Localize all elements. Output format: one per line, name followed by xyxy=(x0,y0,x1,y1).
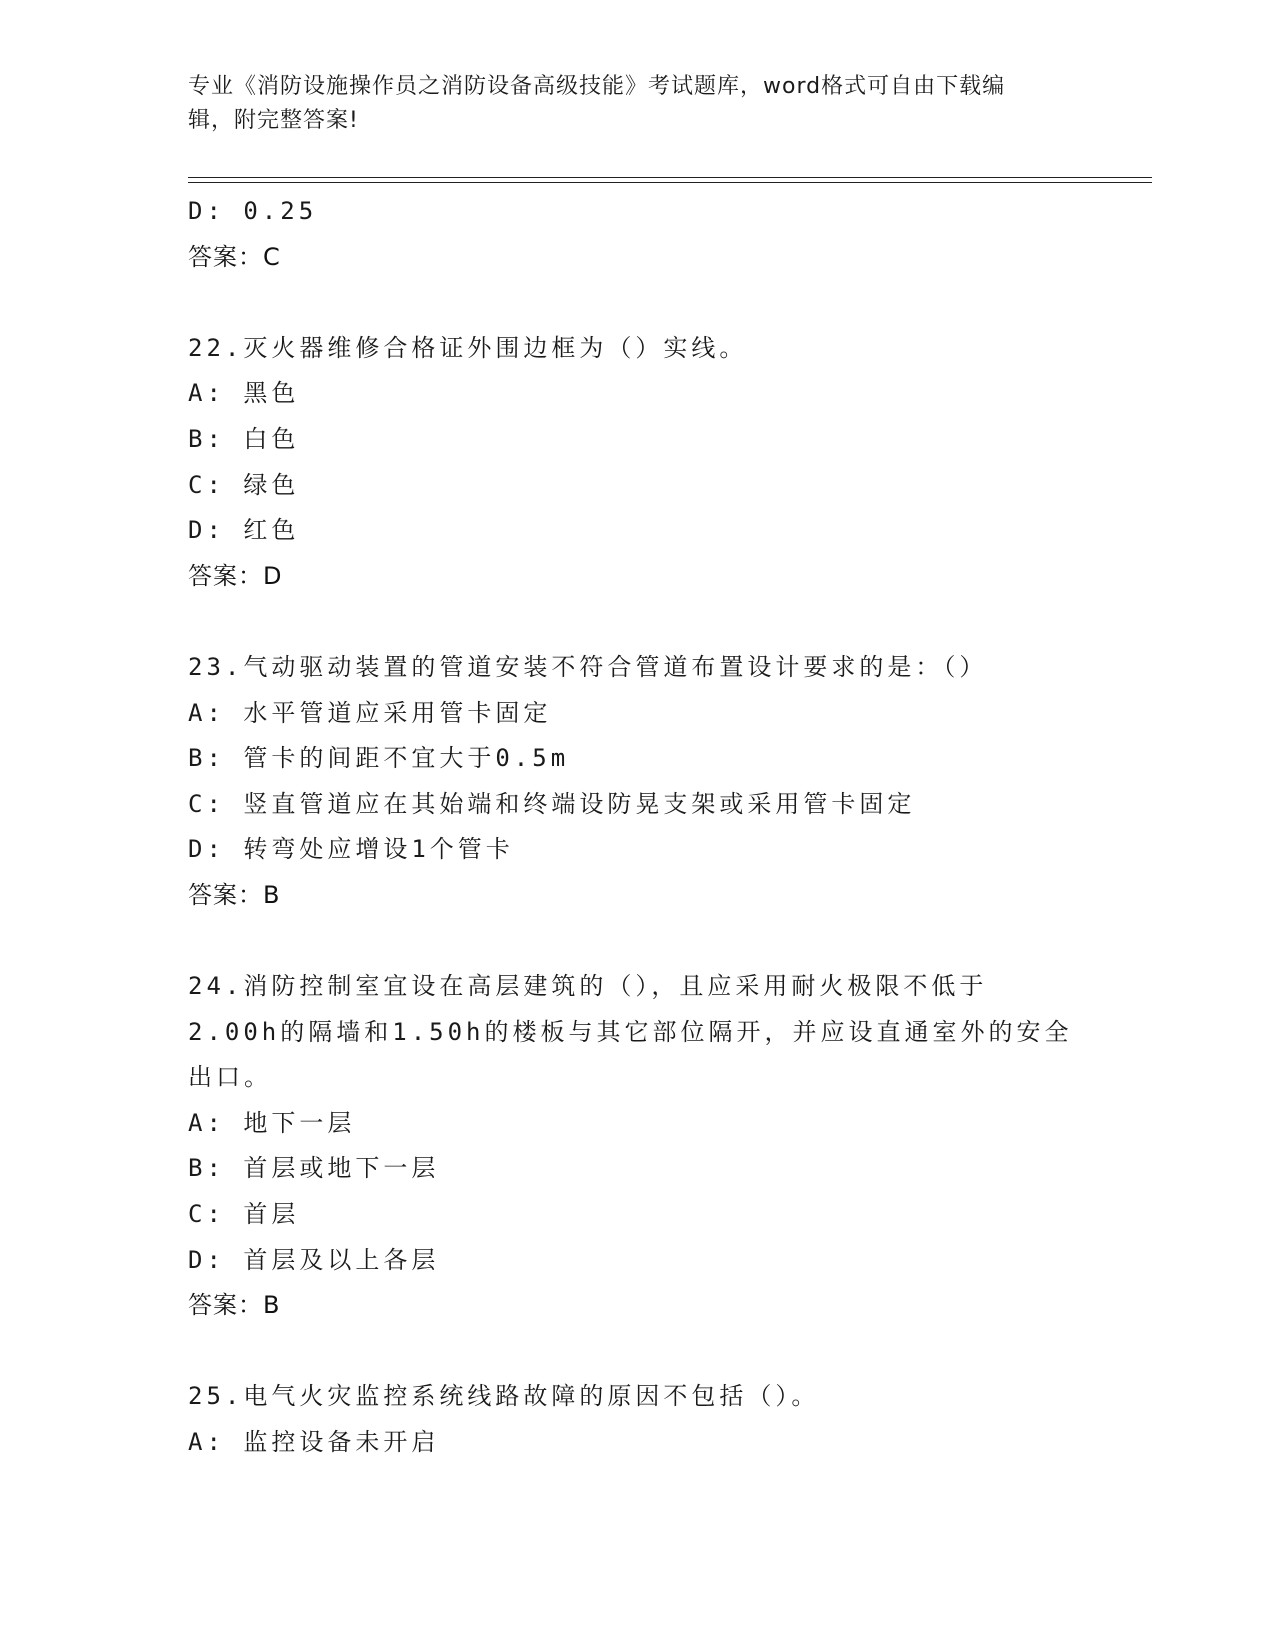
option-line: D: 转弯处应增设1个管卡 xyxy=(188,835,514,864)
spacer xyxy=(188,919,1088,965)
header-divider-bottom xyxy=(188,182,1152,183)
option-line: A: 地下一层 xyxy=(188,1108,356,1137)
question-stem: 22.灭火器维修合格证外围边框为（）实线。 xyxy=(188,333,748,362)
answer-line: 答案：B xyxy=(188,880,281,909)
question-stem-continued: 2.00h的隔墙和1.50h的楼板与其它部位隔开，并应设直通室外的安全 xyxy=(188,1017,1073,1046)
question-stem: 24.消防控制室宜设在高层建筑的（），且应采用耐火极限不低于 xyxy=(188,972,988,1001)
spacer xyxy=(188,1329,1088,1375)
page-header xyxy=(188,70,1088,138)
option-line: A: 监控设备未开启 xyxy=(188,1428,440,1457)
option-line: C: 绿色 xyxy=(188,470,300,499)
option-line: A: 黑色 xyxy=(188,379,300,408)
spacer xyxy=(188,599,1088,645)
question-stem-continued: 出口。 xyxy=(188,1063,272,1092)
header-line-2: 辑，附完整答案! xyxy=(188,108,359,133)
option-line: B: 白色 xyxy=(188,424,300,453)
option-line: B: 管卡的间距不宜大于0.5m xyxy=(188,744,570,773)
question-stem: 23.气动驱动装置的管道安装不符合管道布置设计要求的是：（） xyxy=(188,652,988,681)
option-line: D: 0.25 xyxy=(188,197,318,225)
answer-line: 答案：D xyxy=(188,561,283,590)
option-line: D: 首层及以上各层 xyxy=(188,1245,440,1274)
header-line-1: 专业《消防设施操作员之消防设备高级技能》考试题库，word格式可自由下载编 xyxy=(188,74,1006,99)
option-line: C: 首层 xyxy=(188,1200,300,1229)
option-line: A: 水平管道应采用管卡固定 xyxy=(188,698,552,727)
option-line: D: 红色 xyxy=(188,516,300,545)
question-block xyxy=(188,964,1088,1329)
question-stem: 25.电气火灾监控系统线路故障的原因不包括（）。 xyxy=(188,1382,820,1411)
option-line: B: 首层或地下一层 xyxy=(188,1154,440,1183)
question-block xyxy=(188,1374,1088,1465)
question-block xyxy=(188,645,1088,919)
header-divider-top xyxy=(188,177,1152,178)
question-list xyxy=(188,189,1088,1466)
answer-line: 答案：C xyxy=(188,242,281,271)
answer-line: 答案：B xyxy=(188,1291,281,1320)
spacer xyxy=(188,280,1088,326)
question-block xyxy=(188,326,1088,600)
option-line: C: 竖直管道应在其始端和终端设防晃支架或采用管卡固定 xyxy=(188,789,916,818)
